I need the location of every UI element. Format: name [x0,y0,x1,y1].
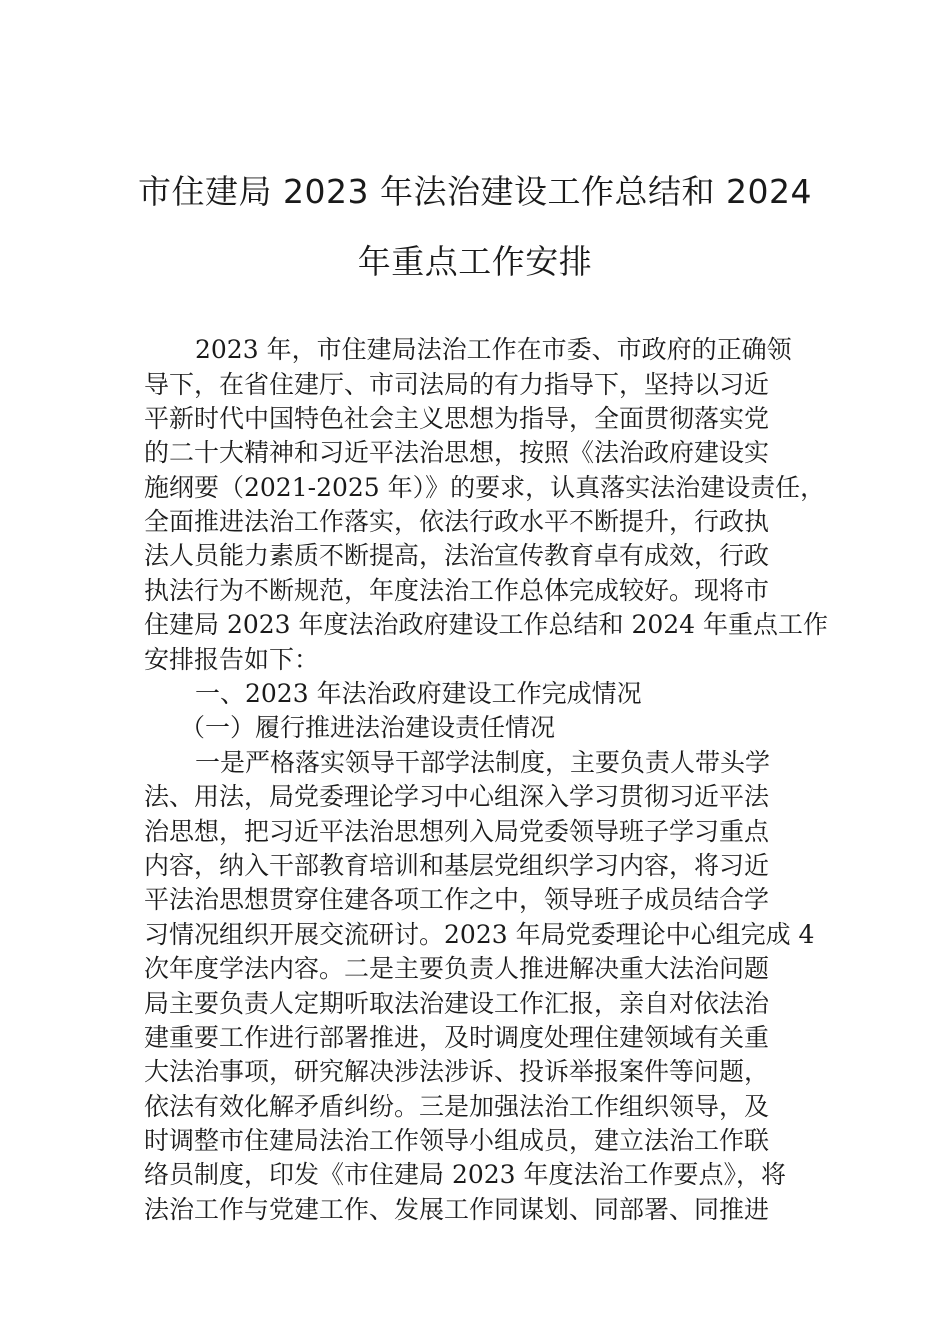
paragraph-line: 局主要负责人定期听取法治建设工作汇报，亲自对依法治 [144,989,770,1018]
paragraph-line: 习情况组织开展交流研讨。2023 年局党委理论中心组完成 4 [144,920,815,949]
paragraph-line: 施纲要（2021-2025 年）》的要求，认真落实法治建设责任， [144,473,826,502]
section-heading: 一、2023 年法治政府建设工作完成情况 [195,679,642,708]
document-title-line-2: 年重点工作安排 [357,242,593,281]
paragraph-line: 时调整市住建局法治工作领导小组成员，建立法治工作联 [144,1126,770,1155]
paragraph-line: 住建局 2023 年度法治政府建设工作总结和 2024 年重点工作 [144,610,829,639]
paragraph-line: 全面推进法治工作落实，依法行政水平不断提升，行政执 [144,507,770,536]
paragraph-line: 依法有效化解矛盾纠纷。三是加强法治工作组织领导，及 [144,1092,770,1121]
paragraph-line: 2023 年，市住建局法治工作在市委、市政府的正确领 [195,335,792,364]
paragraph-line: 安排报告如下： [144,645,320,674]
paragraph-line: 法治工作与党建工作、发展工作同谋划、同部署、同推进 [144,1195,770,1224]
paragraph-line: 平新时代中国特色社会主义思想为指导，全面贯彻落实党 [144,404,770,433]
document-title-line-1: 市住建局 2023 年法治建设工作总结和 2024 [138,172,812,211]
paragraph-line: 执法行为不断规范，年度法治工作总体完成较好。现将市 [144,576,770,605]
paragraph-line: 平法治思想贯穿住建各项工作之中，领导班子成员结合学 [144,885,770,914]
paragraph-line: 大法治事项，研究解决涉法涉诉、投诉举报案件等问题， [144,1057,770,1086]
paragraph-line: 导下，在省住建厅、市司法局的有力指导下，坚持以习近 [144,370,770,399]
paragraph-line: 次年度学法内容。二是主要负责人推进解决重大法治问题 [144,954,770,983]
paragraph-line: 络员制度，印发《市住建局 2023 年度法治工作要点》，将 [144,1160,787,1189]
paragraph-line: 的二十大精神和习近平法治思想，按照《法治政府建设实 [144,438,770,467]
paragraph-line: 一是严格落实领导干部学法制度，主要负责人带头学 [195,748,771,777]
subsection-heading: （一）履行推进法治建设责任情况 [180,713,556,742]
paragraph-line: 内容，纳入干部教育培训和基层党组织学习内容，将习近 [144,851,770,880]
paragraph-line: 治思想，把习近平法治思想列入局党委领导班子学习重点 [144,817,770,846]
paragraph-line: 法、用法，局党委理论学习中心组深入学习贯彻习近平法 [144,782,770,811]
paragraph-line: 法人员能力素质不断提高，法治宣传教育卓有成效，行政 [144,541,770,570]
paragraph-line: 建重要工作进行部署推进，及时调度处理住建领域有关重 [144,1023,770,1052]
